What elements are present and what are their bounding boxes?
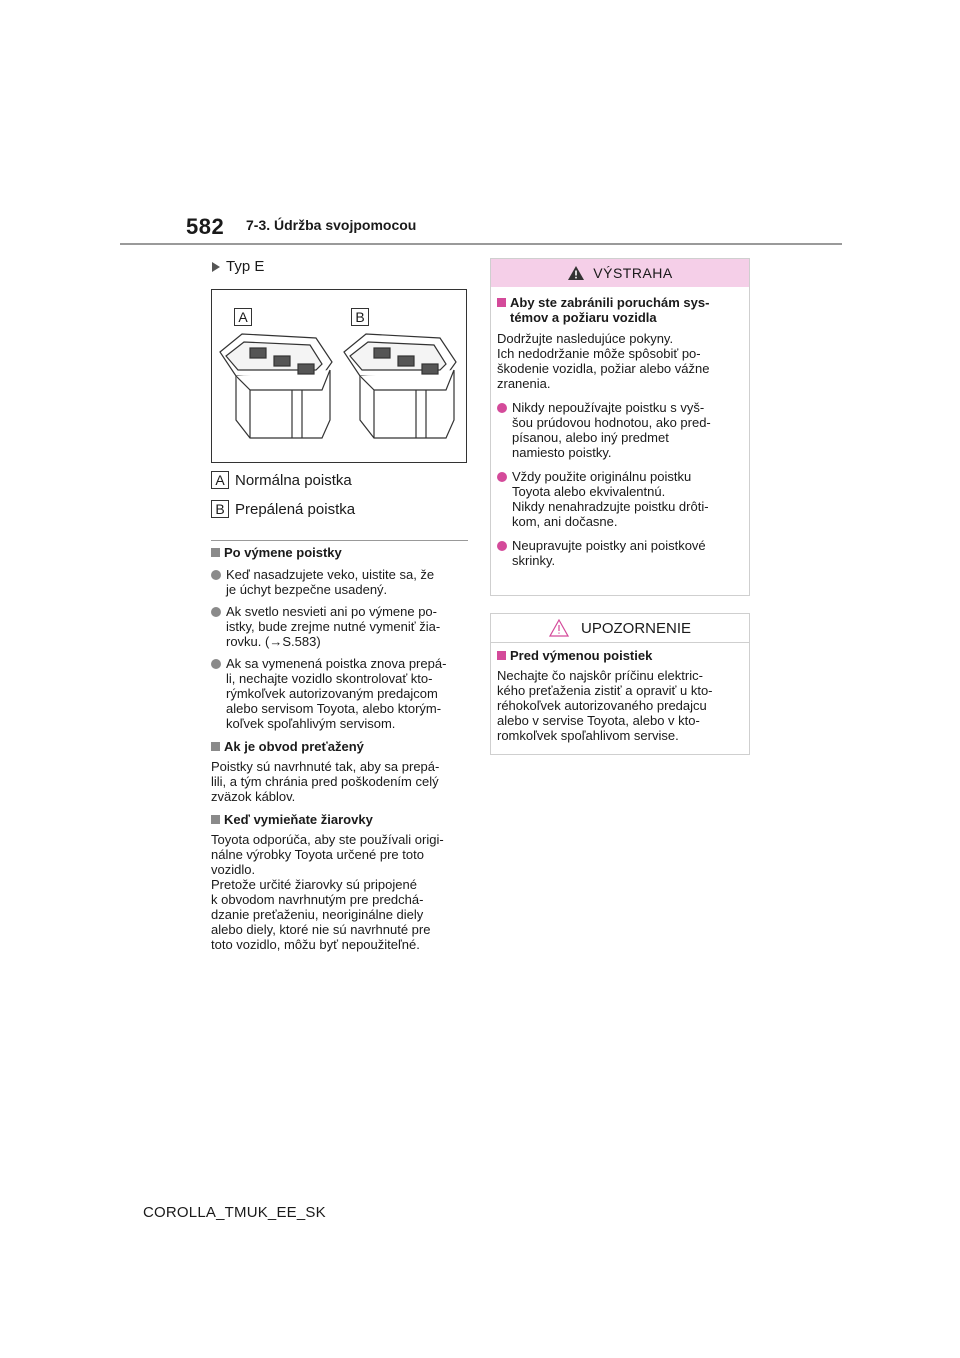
list-item: Nikdy nepoužívajte poistku s vyš- šou prúdovou hodnotou, ako pred- písanou, alebo iný predmet namiesto poistky. bbox=[497, 400, 742, 460]
caution-body bbox=[497, 648, 742, 743]
left-column bbox=[211, 545, 476, 952]
paragraph-bulbs: Toyota odporúča, aby ste používali origi- nálne výrobky Toyota určené pre toto vozidlo. Pretože určité žiarovky sú pripojené k obvodom navrhnutým pre predchá- dzanie preťaženiu, neoriginálne diely alebo diely, ktoré nie sú navrhnuté pre toto vozidlo, môžu byť nepoužiteľné. bbox=[211, 832, 444, 952]
page-reference[interactable]: S.583) bbox=[282, 634, 321, 649]
paragraph-overloaded: Poistky sú navrhnuté tak, aby sa prepá- lili, a tým chránia pred poškodením celý zväzok káblov. bbox=[211, 759, 440, 804]
caution-title: UPOZORNENIE bbox=[580, 619, 691, 637]
caution-heading: Pred výmenou poistiek bbox=[497, 648, 742, 663]
header-rule bbox=[120, 243, 842, 245]
legend-item-b bbox=[211, 500, 355, 518]
warning-header bbox=[491, 259, 749, 287]
caution-box bbox=[490, 613, 750, 755]
section-divider bbox=[211, 540, 468, 541]
square-bullet-icon bbox=[211, 742, 220, 751]
circle-bullet-icon bbox=[211, 659, 221, 669]
warning-body bbox=[497, 295, 742, 568]
heading-replacing-bulbs: Keď vymieňate žiarovky bbox=[211, 812, 476, 827]
square-bullet-icon bbox=[497, 651, 506, 660]
figure-subheading bbox=[212, 258, 264, 275]
legend-key-b: B bbox=[211, 500, 229, 518]
legend-item-a bbox=[211, 471, 352, 489]
figure-subheading-text: Typ E bbox=[226, 258, 265, 275]
section-title: 7-3. Údržba svojpomocou bbox=[246, 217, 417, 233]
square-bullet-icon bbox=[211, 548, 220, 557]
list-item: Vždy použite originálnu poistku Toyota alebo ekvivalentnú. Nikdy nenahradzujte poistku drôti- kom, ani dočasne. bbox=[497, 469, 742, 529]
list-item: Ak svetlo nesvieti ani po výmene po- istky, bude zrejme nutné vymeniť žia- rovku. (→S.583) bbox=[211, 604, 476, 649]
page-number: 582 bbox=[186, 214, 225, 239]
square-bullet-icon bbox=[211, 815, 220, 824]
warning-heading: Aby ste zabránili poruchám sys- témov a požiaru vozidla bbox=[497, 295, 742, 325]
circle-bullet-icon bbox=[497, 403, 507, 413]
caution-icon bbox=[549, 619, 569, 637]
normal-fuse-drawing bbox=[220, 334, 332, 438]
circle-bullet-icon bbox=[497, 541, 507, 551]
circle-bullet-icon bbox=[211, 607, 221, 617]
blown-fuse-drawing bbox=[344, 334, 456, 438]
warning-icon bbox=[567, 265, 585, 281]
caution-text: Nechajte čo najskôr príčinu elektric- kého preťaženia zistiť a opraviť u kto- réhokoľvek autorizovaného predajcu alebo v servise Toyota, alebo v kto- romkoľvek spoľahlivom servise. bbox=[497, 668, 713, 743]
document-code: COROLLA_TMUK_EE_SK bbox=[143, 1204, 326, 1221]
circle-bullet-icon bbox=[211, 570, 221, 580]
callout-a: A bbox=[234, 308, 252, 326]
warning-title: VÝSTRAHA bbox=[593, 265, 673, 281]
heading-after-replacement: Po výmene poistky bbox=[211, 545, 476, 560]
legend-label-a: Normálna poistka bbox=[235, 471, 352, 489]
caution-header bbox=[491, 614, 749, 643]
fuse-illustration bbox=[211, 289, 467, 463]
list-item: Keď nasadzujete veko, uistite sa, že je úchyt bezpečne usadený. bbox=[211, 567, 476, 597]
circle-bullet-icon bbox=[497, 472, 507, 482]
list-item: Ak sa vymenená poistka znova prepá- li, nechajte vozidlo skontrolovať kto- rýmkoľvek autorizovaným predajcom alebo servisom Toyota, alebo ktorým- koľvek spoľahlivým servisom. bbox=[211, 656, 476, 731]
callout-b: B bbox=[351, 308, 369, 326]
legend-key-a: A bbox=[211, 471, 229, 489]
heading-overloaded-circuit: Ak je obvod preťažený bbox=[211, 739, 476, 754]
square-bullet-icon bbox=[497, 298, 506, 307]
triangle-bullet-icon bbox=[212, 262, 220, 272]
arrow-reference-icon: → bbox=[269, 634, 283, 649]
legend-label-b: Prepálená poistka bbox=[235, 500, 356, 518]
warning-box bbox=[490, 258, 750, 596]
list-item: Neupravujte poistky ani poistkové skrinky. bbox=[497, 538, 742, 568]
warning-intro: Dodržujte nasledujúce pokyny. Ich nedodržanie môže spôsobiť po- škodenie vozidla, požiar alebo vážne zranenia. bbox=[497, 331, 710, 391]
fuse-drawing bbox=[212, 290, 466, 462]
